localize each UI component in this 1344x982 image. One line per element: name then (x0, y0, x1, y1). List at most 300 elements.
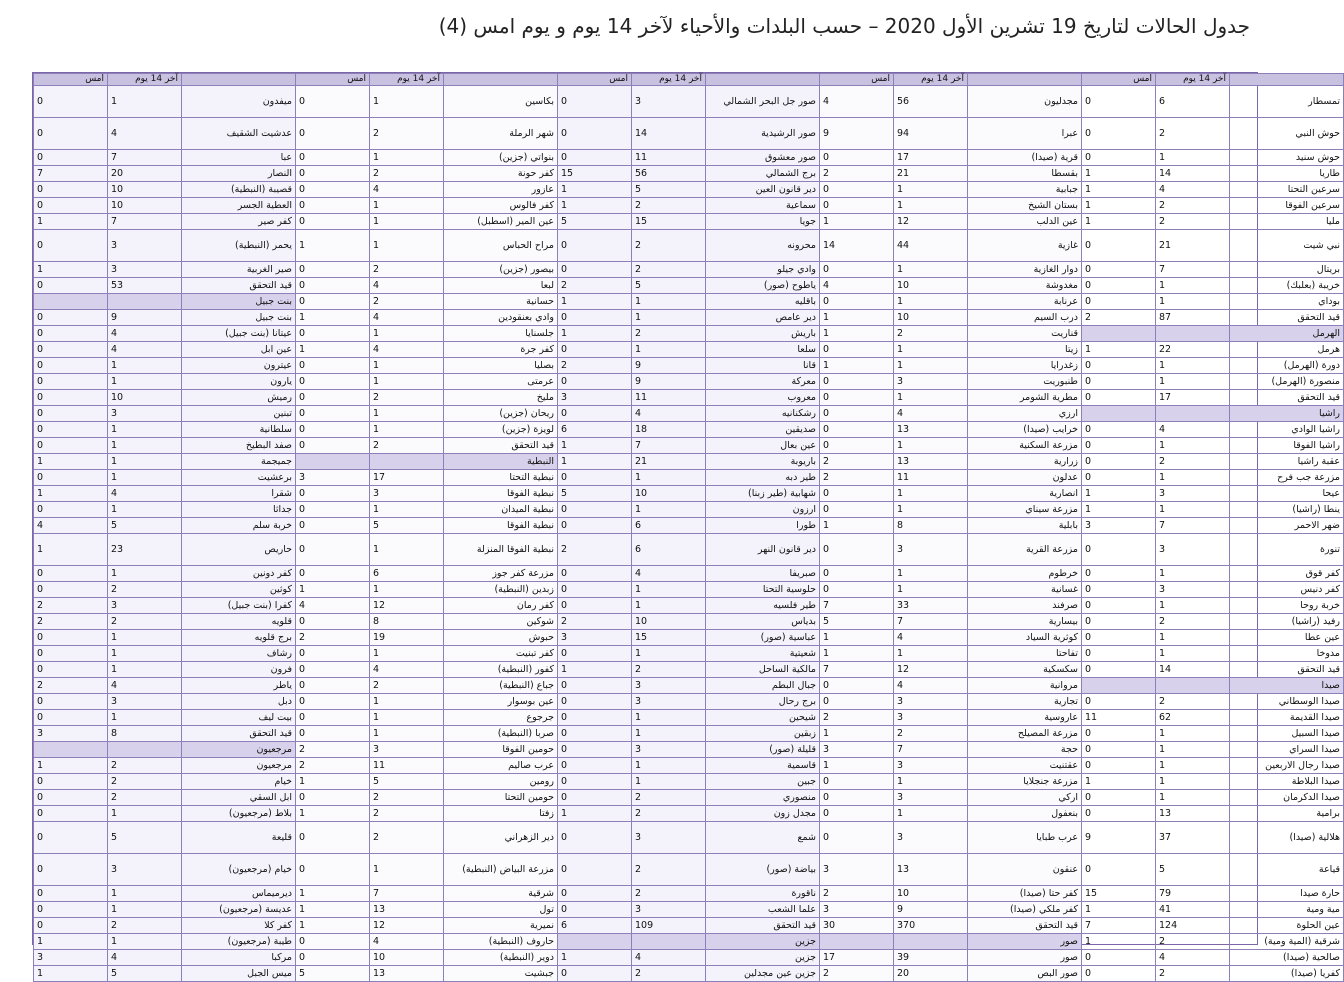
yesterday-cell: 0 (34, 150, 108, 166)
yesterday-cell: 9 (1082, 822, 1156, 854)
last14-cell: 6 (1156, 86, 1230, 118)
yesterday-cell: 0 (1082, 614, 1156, 630)
table-row (34, 598, 1344, 614)
yesterday-cell: 0 (34, 502, 108, 518)
last14-cell: 4 (1156, 182, 1230, 198)
yesterday-cell (296, 454, 370, 470)
last14-cell: 1 (632, 470, 706, 486)
table-row (34, 326, 1344, 342)
table-row (34, 886, 1344, 902)
last14-cell: 2 (632, 790, 706, 806)
last14-cell: 3 (108, 230, 182, 262)
yesterday-cell (1082, 406, 1156, 422)
name-cell: علما الشعب (706, 902, 820, 918)
last14-cell: 1 (370, 86, 444, 118)
last14-cell: 1 (108, 806, 182, 822)
yesterday-cell: 0 (1082, 726, 1156, 742)
name-cell: مجدل زون (706, 806, 820, 822)
yesterday-cell: 0 (1082, 262, 1156, 278)
last14-cell: 3 (370, 742, 444, 758)
last14-cell: 10 (108, 198, 182, 214)
name-cell: ارزي (968, 406, 1082, 422)
last14-cell: 2 (370, 822, 444, 854)
last14-cell: 1 (370, 646, 444, 662)
table-row (34, 662, 1344, 678)
yesterday-cell: 3 (1082, 518, 1156, 534)
name-cell: هلالية (صيدا) (1230, 822, 1344, 854)
yesterday-cell: 0 (1082, 118, 1156, 150)
yesterday-cell (820, 934, 894, 950)
yesterday-cell: 0 (34, 582, 108, 598)
name-cell: حسانية (444, 294, 558, 310)
name-cell: قيد التحقق (1230, 310, 1344, 326)
yesterday-cell: 1 (34, 534, 108, 566)
yesterday-cell: 2 (558, 278, 632, 294)
last14-cell: 5 (108, 518, 182, 534)
name-cell: دير قانون العين (706, 182, 820, 198)
last14-cell: 53 (108, 278, 182, 294)
name-cell: بابلية (968, 518, 1082, 534)
yesterday-cell: 0 (558, 758, 632, 774)
last14-cell: 33 (894, 598, 968, 614)
last14-cell: 1 (632, 582, 706, 598)
name-cell: طنبوريت (968, 374, 1082, 390)
table-row (34, 86, 1344, 118)
name-cell: صور معشوق (706, 150, 820, 166)
yesterday-cell: 14 (820, 230, 894, 262)
name-cell: فرون (182, 662, 296, 678)
name-cell: خيام (182, 774, 296, 790)
last14-cell: 1 (370, 326, 444, 342)
page-title: جدول الحالات لتاريخ 19 تشرين الأول 2020 – حسب البلدات والأحياء لآخر 14 يوم و يوم امس (4) (438, 14, 1250, 38)
name-cell: بنت جبيل (182, 310, 296, 326)
yesterday-cell: 0 (820, 294, 894, 310)
yesterday-cell: 0 (1082, 230, 1156, 262)
last14-cell: 3 (894, 374, 968, 390)
table-row (34, 406, 1344, 422)
name-cell: بنت جبيل (182, 294, 296, 310)
cases-grid (33, 73, 1344, 982)
last14-cell: 2 (632, 806, 706, 822)
name-cell: راشيا الوادي (1230, 422, 1344, 438)
last14-cell: 4 (632, 950, 706, 966)
table-row (34, 230, 1344, 262)
last14-cell: 11 (894, 470, 968, 486)
last14-cell: 2 (1156, 198, 1230, 214)
name-cell: نبطية التحتا (444, 470, 558, 486)
name-cell: عيحا (1230, 486, 1344, 502)
yesterday-cell: 0 (296, 934, 370, 950)
name-cell: شرقية (444, 886, 558, 902)
last14-cell: 5 (632, 278, 706, 294)
name-cell: زيتا (968, 342, 1082, 358)
yesterday-cell: 2 (296, 630, 370, 646)
yesterday-cell: 0 (1082, 294, 1156, 310)
header-name-cell (182, 74, 296, 86)
yesterday-cell: 1 (1082, 934, 1156, 950)
yesterday-cell: 0 (820, 438, 894, 454)
name-cell: بكاسين (444, 86, 558, 118)
last14-cell: 12 (370, 918, 444, 934)
name-cell: بيسارية (968, 614, 1082, 630)
last14-cell: 8 (370, 614, 444, 630)
header-last14: آخر 14 يوم (894, 74, 968, 86)
name-cell: محرونه (706, 230, 820, 262)
last14-cell: 5 (370, 518, 444, 534)
name-cell: ميس الجبل (182, 966, 296, 982)
table-row (34, 342, 1344, 358)
table-row (34, 166, 1344, 182)
last14-cell: 10 (894, 886, 968, 902)
yesterday-cell: 0 (296, 278, 370, 294)
last14-cell: 3 (632, 86, 706, 118)
yesterday-cell: 1 (296, 886, 370, 902)
yesterday-cell: 7 (820, 598, 894, 614)
name-cell: باريوبة (706, 454, 820, 470)
name-cell: بستان الشيخ (968, 198, 1082, 214)
last14-cell: 1 (370, 358, 444, 374)
last14-cell: 4 (370, 182, 444, 198)
yesterday-cell: 0 (820, 262, 894, 278)
last14-cell: 2 (370, 118, 444, 150)
name-cell: كفر جرة (444, 342, 558, 358)
name-cell: قيد التحقق (182, 726, 296, 742)
table-row (34, 966, 1344, 982)
name-cell: كفور (النبطية) (444, 662, 558, 678)
yesterday-cell: 1 (558, 182, 632, 198)
name-cell: قاسمية (706, 758, 820, 774)
name-cell: تبنين (182, 406, 296, 422)
yesterday-cell: 0 (296, 726, 370, 742)
name-cell: جزين عين مجدلين (706, 966, 820, 982)
yesterday-cell: 0 (1082, 806, 1156, 822)
name-cell: شرقية (المية ومية) (1230, 934, 1344, 950)
yesterday-cell: 0 (34, 710, 108, 726)
yesterday-cell: 0 (820, 534, 894, 566)
yesterday-cell: 1 (558, 950, 632, 966)
last14-cell: 18 (632, 422, 706, 438)
yesterday-cell: 2 (820, 454, 894, 470)
last14-cell: 8 (894, 518, 968, 534)
yesterday-cell: 0 (296, 694, 370, 710)
yesterday-cell: 0 (558, 566, 632, 582)
name-cell: عرب طبايا (968, 822, 1082, 854)
last14-cell: 10 (894, 278, 968, 294)
yesterday-cell: 0 (34, 182, 108, 198)
table-row (34, 566, 1344, 582)
name-cell: مراح الحباس (444, 230, 558, 262)
yesterday-cell: 0 (558, 598, 632, 614)
yesterday-cell: 1 (1082, 502, 1156, 518)
name-cell: زغدرايا (968, 358, 1082, 374)
name-cell: قلويه (182, 614, 296, 630)
name-cell: ميفدون (182, 86, 296, 118)
last14-cell: 1 (632, 710, 706, 726)
table-body (34, 74, 1344, 982)
last14-cell: 41 (1156, 902, 1230, 918)
yesterday-cell: 0 (34, 438, 108, 454)
yesterday-cell: 0 (820, 678, 894, 694)
last14-cell: 3 (894, 710, 968, 726)
name-cell: بيت ليف (182, 710, 296, 726)
last14-cell: 2 (370, 166, 444, 182)
yesterday-cell: 0 (558, 518, 632, 534)
name-cell: صيدا البلاطة (1230, 774, 1344, 790)
yesterday-cell: 0 (820, 374, 894, 390)
last14-cell: 2 (108, 918, 182, 934)
yesterday-cell: 3 (820, 902, 894, 918)
last14-cell: 1 (370, 374, 444, 390)
yesterday-cell: 0 (34, 806, 108, 822)
last14-cell: 4 (370, 310, 444, 326)
yesterday-cell: 1 (1082, 486, 1156, 502)
name-cell: رومين (444, 774, 558, 790)
last14-cell: 1 (1156, 566, 1230, 582)
yesterday-cell: 0 (296, 534, 370, 566)
name-cell: دوار الغازية (968, 262, 1082, 278)
last14-cell: 2 (370, 806, 444, 822)
yesterday-cell: 3 (296, 470, 370, 486)
table-row (34, 902, 1344, 918)
yesterday-cell: 1 (1082, 198, 1156, 214)
last14-cell: 3 (894, 534, 968, 566)
last14-cell: 1 (370, 502, 444, 518)
table-row (34, 630, 1344, 646)
table-row (34, 390, 1344, 406)
last14-cell: 1 (1156, 598, 1230, 614)
yesterday-cell: 0 (34, 374, 108, 390)
last14-cell: 3 (108, 854, 182, 886)
yesterday-cell: 0 (820, 806, 894, 822)
last14-cell: 1 (632, 502, 706, 518)
name-cell: مليخ (444, 390, 558, 406)
name-cell: عدلون (968, 470, 1082, 486)
last14-cell: 1 (894, 358, 968, 374)
table-row (34, 150, 1344, 166)
yesterday-cell: 9 (820, 118, 894, 150)
name-cell: عيترون (182, 358, 296, 374)
last14-cell: 1 (632, 758, 706, 774)
yesterday-cell: 0 (34, 822, 108, 854)
name-cell: باقليه (706, 294, 820, 310)
table-row (34, 614, 1344, 630)
name-cell: تمسطار (1230, 86, 1344, 118)
table-row (34, 278, 1344, 294)
table-row (34, 422, 1344, 438)
name-cell: دبل (182, 694, 296, 710)
name-cell: عين عطا (1230, 630, 1344, 646)
yesterday-cell: 0 (558, 646, 632, 662)
name-cell: عين بوسوار (444, 694, 558, 710)
name-cell: ضهر الاحمر (1230, 518, 1344, 534)
name-cell: نبطية الفوقا المنزلة (444, 534, 558, 566)
name-cell: وادي جيلو (706, 262, 820, 278)
name-cell: دير الزهراني (444, 822, 558, 854)
last14-cell: 109 (632, 918, 706, 934)
yesterday-cell: 6 (558, 918, 632, 934)
last14-cell: 1 (370, 726, 444, 742)
yesterday-cell: 0 (558, 966, 632, 982)
yesterday-cell: 0 (820, 822, 894, 854)
last14-cell: 2 (370, 438, 444, 454)
name-cell: شهر الرملة (444, 118, 558, 150)
last14-cell: 2 (370, 678, 444, 694)
name-cell: خيام (مرجعيون) (182, 854, 296, 886)
name-cell: بدياس (706, 614, 820, 630)
last14-cell: 5 (108, 822, 182, 854)
yesterday-cell: 1 (1082, 342, 1156, 358)
header-name-cell (1230, 74, 1344, 86)
last14-cell: 13 (894, 454, 968, 470)
name-cell: نبطية الميدان (444, 502, 558, 518)
name-cell: دوير (النبطية) (444, 950, 558, 966)
header-last14: آخر 14 يوم (1156, 74, 1230, 86)
header-name-cell (706, 74, 820, 86)
yesterday-cell: 0 (1082, 742, 1156, 758)
name-cell: راشيا الفوقا (1230, 438, 1344, 454)
yesterday-cell: 0 (558, 262, 632, 278)
name-cell: اركي (968, 790, 1082, 806)
name-cell: مزرعة السكنية (968, 438, 1082, 454)
yesterday-cell: 1 (296, 774, 370, 790)
name-cell: النصار (182, 166, 296, 182)
yesterday-cell: 1 (820, 630, 894, 646)
name-cell: مرجعيون (182, 758, 296, 774)
name-cell: ارزون (706, 502, 820, 518)
name-cell: منصورة (الهرمل) (1230, 374, 1344, 390)
last14-cell: 10 (632, 614, 706, 630)
table-row (34, 918, 1344, 934)
name-cell: مركبا (182, 950, 296, 966)
last14-cell: 1 (1156, 774, 1230, 790)
name-cell: نميرية (444, 918, 558, 934)
last14-cell: 1 (108, 630, 182, 646)
last14-cell: 13 (370, 966, 444, 982)
last14-cell: 1 (370, 694, 444, 710)
yesterday-cell: 0 (1082, 454, 1156, 470)
name-cell: كفر فالوس (444, 198, 558, 214)
name-cell: عين الدلب (968, 214, 1082, 230)
last14-cell: 3 (108, 598, 182, 614)
yesterday-cell: 2 (34, 598, 108, 614)
yesterday-cell: 0 (34, 86, 108, 118)
table-row (34, 182, 1344, 198)
yesterday-cell: 0 (1082, 966, 1156, 982)
yesterday-cell: 3 (34, 950, 108, 966)
last14-cell: 2 (1156, 966, 1230, 982)
yesterday-cell: 0 (34, 118, 108, 150)
yesterday-cell: 0 (296, 518, 370, 534)
name-cell: غازية (968, 230, 1082, 262)
last14-cell: 3 (894, 758, 968, 774)
last14-cell: 1 (108, 886, 182, 902)
name-cell: عبا (182, 150, 296, 166)
yesterday-cell: 0 (558, 310, 632, 326)
last14-cell: 13 (370, 902, 444, 918)
header-yesterday: امس (820, 74, 894, 86)
last14-cell: 1 (894, 646, 968, 662)
yesterday-cell: 2 (1082, 310, 1156, 326)
name-cell: كفر رمان (444, 598, 558, 614)
last14-cell: 1 (1156, 726, 1230, 742)
yesterday-cell: 2 (820, 966, 894, 982)
last14-cell: 1 (632, 598, 706, 614)
last14-cell: 21 (894, 166, 968, 182)
yesterday-cell: 1 (820, 326, 894, 342)
name-cell: مغدوشة (968, 278, 1082, 294)
yesterday-cell: 0 (34, 342, 108, 358)
last14-cell: 79 (1156, 886, 1230, 902)
last14-cell: 1 (894, 182, 968, 198)
yesterday-cell: 0 (558, 374, 632, 390)
name-cell: تجارية (968, 694, 1082, 710)
yesterday-cell: 3 (820, 854, 894, 886)
yesterday-cell: 7 (34, 166, 108, 182)
last14-cell: 2 (632, 230, 706, 262)
name-cell: رشاف (182, 646, 296, 662)
yesterday-cell: 0 (296, 326, 370, 342)
name-cell: قرية (صيدا) (968, 150, 1082, 166)
yesterday-cell: 0 (1082, 438, 1156, 454)
last14-cell: 1 (632, 310, 706, 326)
yesterday-cell: 0 (34, 662, 108, 678)
name-cell: قانا (706, 358, 820, 374)
name-cell: قيد التحقق (968, 918, 1082, 934)
name-cell: قياعة (1230, 854, 1344, 886)
last14-cell: 3 (1156, 486, 1230, 502)
yesterday-cell: 1 (34, 454, 108, 470)
yesterday-cell: 0 (820, 390, 894, 406)
last14-cell: 1 (370, 534, 444, 566)
last14-cell: 1 (1156, 294, 1230, 310)
last14-cell: 4 (108, 326, 182, 342)
last14-cell: 11 (632, 390, 706, 406)
yesterday-cell: 0 (1082, 390, 1156, 406)
last14-cell: 1 (108, 470, 182, 486)
yesterday-cell: 0 (296, 150, 370, 166)
name-cell: قيد التحقق (444, 438, 558, 454)
yesterday-cell: 0 (820, 150, 894, 166)
name-cell: تول (444, 902, 558, 918)
last14-cell: 3 (1156, 582, 1230, 598)
name-cell: دير عامص (706, 310, 820, 326)
yesterday-cell: 0 (34, 774, 108, 790)
name-cell: بقسطا (968, 166, 1082, 182)
yesterday-cell: 2 (296, 758, 370, 774)
yesterday-cell: 0 (296, 198, 370, 214)
last14-cell: 10 (108, 182, 182, 198)
yesterday-cell: 0 (296, 182, 370, 198)
name-cell: يحمر (النبطية) (182, 230, 296, 262)
last14-cell: 87 (1156, 310, 1230, 326)
yesterday-cell: 1 (34, 262, 108, 278)
last14-cell: 5 (108, 966, 182, 982)
last14-cell: 15 (632, 630, 706, 646)
table-row (34, 486, 1344, 502)
name-cell: مية ومية (1230, 902, 1344, 918)
name-cell: كفر تبنيت (444, 646, 558, 662)
last14-cell: 1 (894, 566, 968, 582)
cases-table (32, 72, 1340, 979)
yesterday-cell: 3 (558, 630, 632, 646)
last14-cell: 7 (894, 614, 968, 630)
yesterday-cell: 3 (820, 742, 894, 758)
yesterday-cell: 0 (820, 774, 894, 790)
last14-cell: 44 (894, 230, 968, 262)
yesterday-cell: 0 (820, 582, 894, 598)
last14-cell: 3 (632, 678, 706, 694)
table-row (34, 710, 1344, 726)
